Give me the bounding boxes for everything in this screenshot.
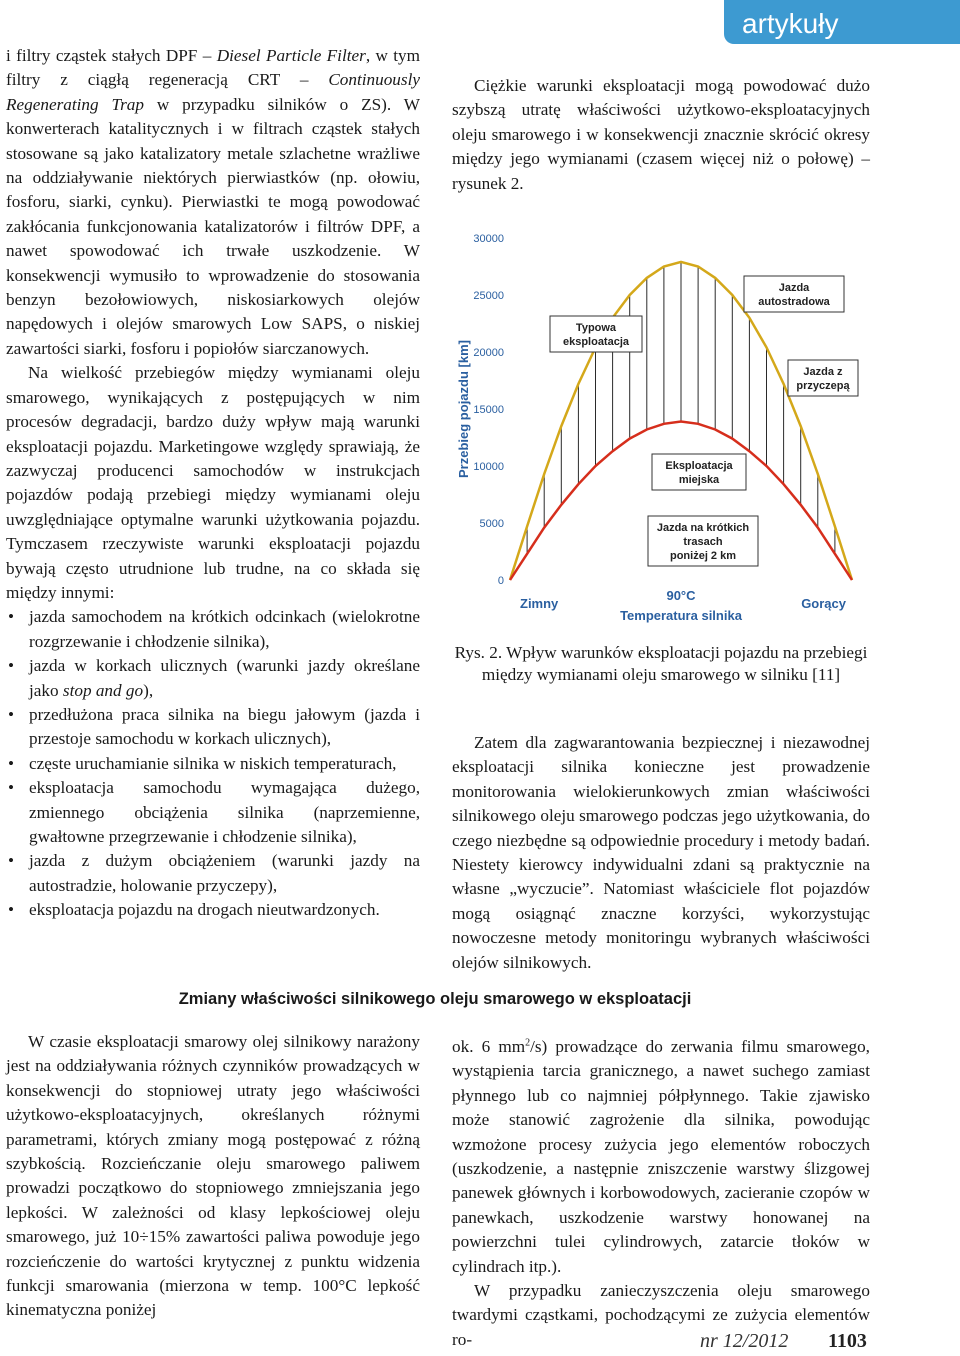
mileage-vs-temperature-chart [452, 220, 870, 630]
y-tick-label: 30000 [473, 233, 504, 245]
annotation-label: Jazda na krótkich [656, 522, 750, 534]
x-tick-label: Gorący [801, 596, 846, 611]
annotation-label: Typowa [575, 322, 617, 334]
paragraph: Ciężkie warunki eksploatacji mogą powodować dużo szybszą utratę właściwości użytkowo-eksploatacyjnych oleju smarowego i w konsekwencji znacznie skrócić okresy między jego wymianami (czasem więcej niż o połowę) – rysunek 2. [452, 76, 870, 193]
list-item: • eksploatacja samochodu wymagająca dużego, zmiennego obciążenia silnika (naprzemienne, gwałtowne przegrzewanie i chłodzenie silnika), [6, 776, 420, 849]
x-tick-label: 90°C [666, 588, 696, 603]
x-axis-label: Temperatura silnika [620, 608, 742, 623]
y-tick-label: 20000 [473, 347, 504, 359]
left-column-bottom [6, 1030, 420, 1323]
page-number: 1103 [828, 1330, 867, 1352]
list-item: • jazda w korkach ulicznych (warunki jazdy określane jako stop and go), [6, 654, 420, 703]
y-tick-label: 0 [497, 575, 504, 587]
issue-number: nr 12/2012 [700, 1330, 789, 1352]
annotation-label: autostradowa [758, 296, 830, 308]
list-item: • częste uruchamianie silnika w niskich temperaturach, [6, 752, 420, 776]
section-heading: Zmiany właściwości silnikowego oleju smarowego w eksploatacji [178, 990, 692, 1008]
paragraph: W przypadku zanieczyszczenia oleju smarowego twardymi cząstkami, pochodzącymi ze zużycia elementów ro- [452, 1281, 870, 1349]
conditions-list [6, 605, 420, 922]
paragraph: Na wielkość przebiegów między wymianami oleju smarowego, wynikających z postępujących w nim procesów degradacji, bardzo duży wpływ mają warunki eksploatacji pojazdu. Marketingowe względy sprawiają, że zazwyczaj producenci samochodów w instrukcjach pojazdów podają przebiegi między wymianami oleju uwzględniające optymalne warunki użytkowania pojazdu. Tymczasem rzeczywiste warunki eksploatacji pojazdu bywają często utrudnione lub trudne, na co składa się między innymi: [6, 363, 420, 602]
y-axis-label: Przebieg pojazdu [km] [456, 340, 471, 478]
right-column-bottom [452, 1035, 870, 1352]
annotation-label: Jazda z [803, 366, 843, 378]
annotation-label: eksploatacja [562, 336, 630, 348]
paragraph: Zatem dla zagwarantowania bezpiecznej i niezawodnej eksploatacji silnika konieczne jest prowadzenie monitorowania wielokierunkowych zmian właściwości silnikowego oleju smarowego podczas jego użytkowania, do czego niezbędne są odpowiednie procedury i metody badań. Niestety kierowcy indywidualni zdani są praktycznie na własne „wyczucie”. Natomiast właściciele flot pojazdów mogą osiągnąć znaczne korzyści, wykorzystując nowoczesne metody monitoringu wybranych właściwości olejów silnikowych. [452, 733, 870, 972]
list-item: • eksploatacja pojazdu na drogach nieutwardzonych. [6, 898, 420, 922]
paragraph: W czasie eksploatacji smarowy olej silnikowy narażony jest na oddziaływania różnych czynników prowadzących w konsekwencji do stopniowej utraty jego właściwości użytkowo-eksploatacyjnych, określanych różnymi parametrami, których zmiany mogą postępować z różną szybkością. Rozcieńczanie oleju smarowego paliwem prowadzi początkowo do stopniowego zmniejszania jego lepkości. W zależności od klasy lepkościowej oleju smarowego, już 10÷15% zawartości paliwa powoduje jego rozcieńczenie do wartości krytycznej z punktu widzenia funkcji smarowania (mierzona w temp. 100°C lepkość kinematyczna poniżej [6, 1032, 420, 1320]
list-item: • przedłużona praca silnika na biegu jałowym (jazda i przestoje samochodu w korkach ulicznych), [6, 703, 420, 752]
figure-chart [452, 220, 870, 630]
y-tick-label: 5000 [479, 518, 504, 530]
section-tag: artykuły [724, 0, 960, 44]
annotation-label: Jazda [778, 282, 810, 294]
list-item: • jazda samochodem na krótkich odcinkach (wielokrotne rozgrzewanie i chłodzenie silnika), [6, 605, 420, 654]
x-tick-label: Zimny [520, 596, 559, 611]
right-column-middle [452, 731, 870, 975]
right-column-top [452, 74, 870, 196]
annotation-label: miejska [678, 474, 720, 486]
list-item: • jazda z dużym obciążeniem (warunki jazdy na autostradzie, holowanie przyczepy), [6, 849, 420, 898]
y-tick-label: 25000 [473, 290, 504, 302]
paragraph: ok. 6 $mm^2/s$) prowadzące do zerwania filmu smarowego, wystąpienia tarcia granicznego, a nawet suchego zamiast płynnego lub co najmniej półpłynnego. Takie zjawisko może stanowić zagrożenie dla silnika, powodując wzmożone procesy zużycia jego elementów roboczych (uszkodzenie, a następnie zniszczenie warstwy ślizgowej panewek głównych i korbowodowych, zacieranie czopów w panewkach, uszkodzenie warstwy honowanej na powierzchni tulei cylindrowych, zatarcie tłoków w cylindrach itp.). [452, 1037, 870, 1276]
left-column-top [6, 44, 420, 923]
y-tick-label: 15000 [473, 404, 504, 416]
paragraph: i filtry cząstek stałych DPF – Diesel Particle Filter, w tym filtry z ciągłą regeneracją CRT – Continuously Regenerating Trap w przypadku silników o ZS). W konwerterach katalitycznych i w filtrach cząstek stałych stosowane są jako katalizatory metale szlachetne wrażliwe na oddziaływanie niektórych pierwiastków (np. ołowiu, fosforu, siarki, cynku). Pierwiastki te mogą powodować zakłócania funkcjonowania katalizatorów i filtrów DPF, a nawet spowodować ich trwałe uszkodzenie. W konsekwencji wymusiło to wprowadzenie do stosowania benzyn bezołowiowych, niskosiarkowych olejów napędowych i olejów smarowych Low SAPS, o niskiej zawartości siarki, fosforu i popiołów siarczanowych. [6, 46, 420, 358]
y-tick-label: 10000 [473, 461, 504, 473]
annotation-label: przyczepą [796, 380, 850, 392]
figure-caption: Rys. 2. Wpływ warunków eksploatacji pojazdu na przebiegi między wymianami oleju smarowego w silniku [11] [454, 643, 868, 684]
annotation-label: trasach [683, 536, 723, 548]
annotation-label: poniżej 2 km [669, 550, 737, 562]
annotation-label: Eksploatacja [665, 460, 733, 472]
